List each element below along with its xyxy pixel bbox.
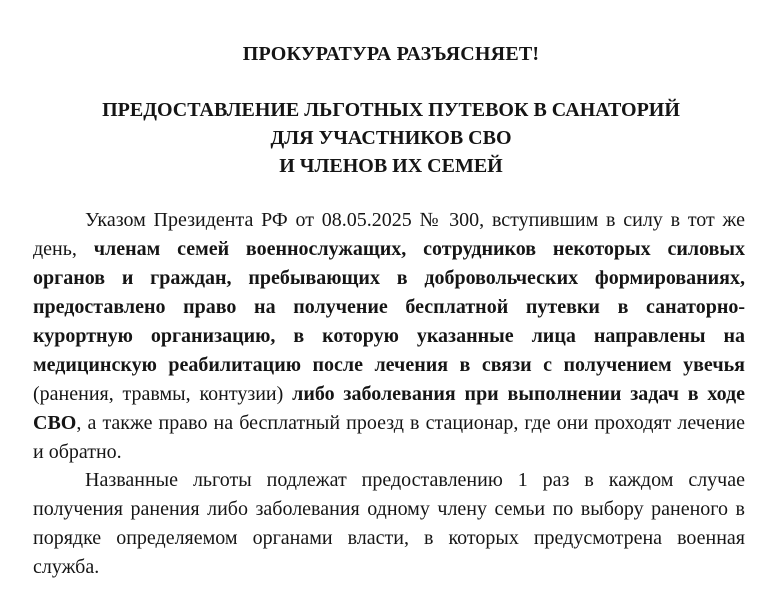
paragraph-1	[33, 206, 745, 467]
paragraph-1-text: Указом Президента РФ от 08.05.2025 № 300, вступившим в силу в тот же день,	[33, 209, 745, 260]
heading-line: ПРЕДОСТАВЛЕНИЕ ЛЬГОТНЫХ ПУТЕВОК В САНАТОРИЙ	[102, 99, 680, 121]
main-heading	[0, 96, 782, 180]
paragraph-1-bold-text: либо заболевания при выполнении задач в ходе СВО	[33, 383, 745, 434]
paragraph-1-text: (ранения, травмы, контузии)	[33, 383, 293, 405]
paragraph-1-text: , а также право на бесплатный проезд в стационар, где они проходят лечение и обратно.	[33, 412, 745, 463]
heading-line: ДЛЯ УЧАСТНИКОВ СВО	[270, 127, 512, 149]
paragraph-1-bold-text: членам семей военнослужащих, сотрудников некоторых силовых органов и граждан, пребывающих в добровольческих формированиях, предоставлено право на получение бесплатной путевки в санаторно-курортную организацию, в которую указанные лица направлены на медицинскую реабилитацию после лечения в связи с получением увечья	[33, 238, 745, 376]
paragraph-2: Названные льготы подлежат предоставлению 1 раз в каждом случае получения ранения либо заболевания одному члену семьи по выбору раненого в порядке определяемом органами власти, в которых предусмотрена военная служба.	[33, 469, 745, 578]
header-title: ПРОКУРАТУРА РАЗЪЯСНЯЕТ!	[242, 43, 540, 65]
heading-line: И ЧЛЕНОВ ИХ СЕМЕЙ	[279, 155, 503, 177]
